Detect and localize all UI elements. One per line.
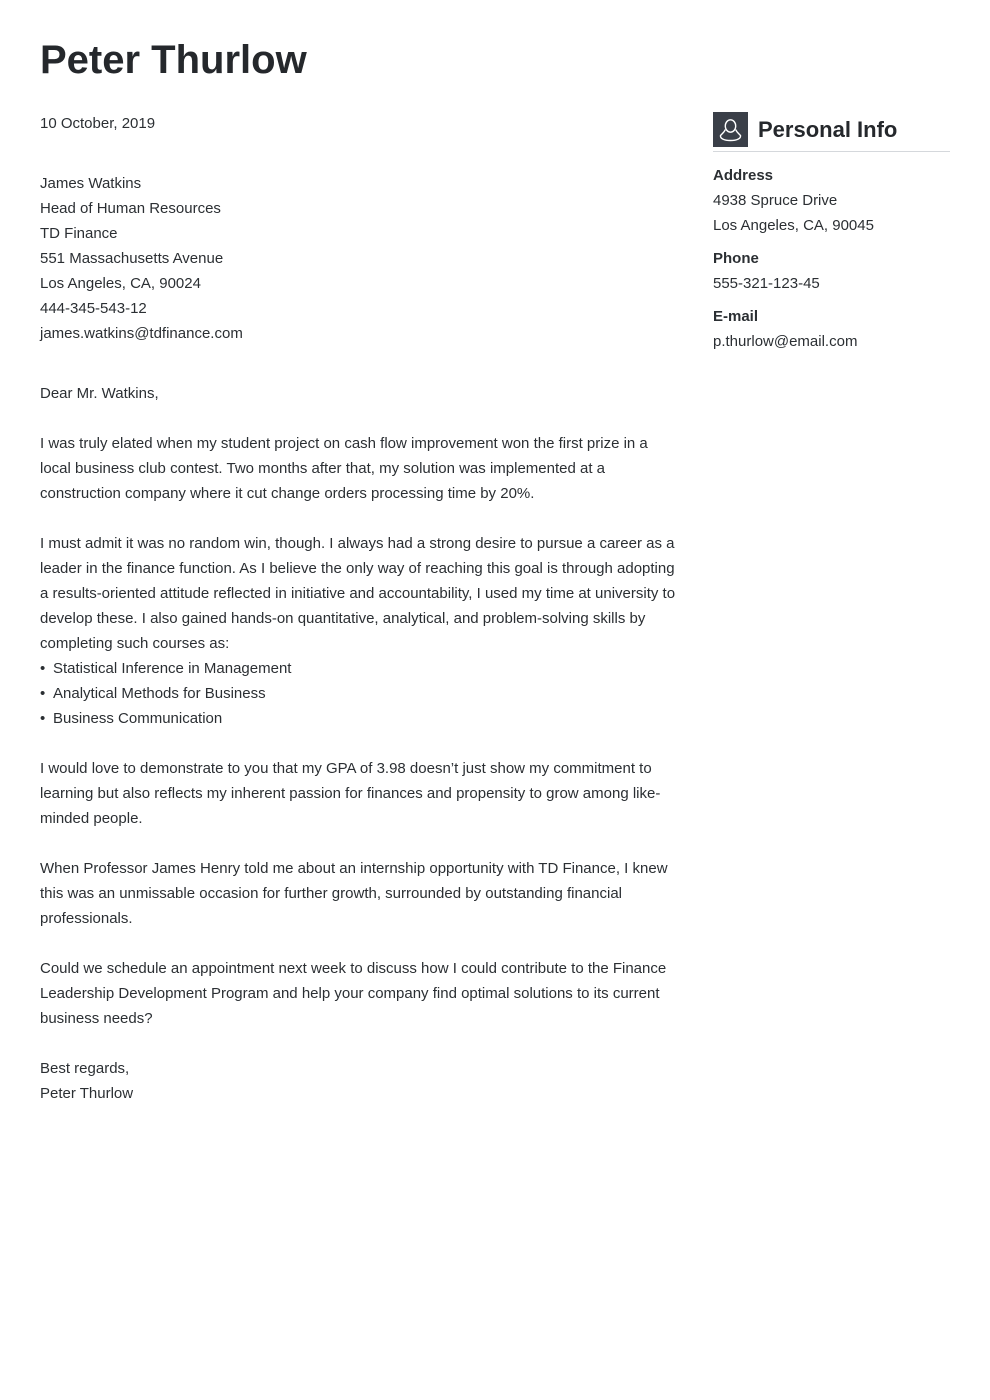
salutation: Dear Mr. Watkins,: [40, 385, 159, 402]
closing: Best regards,: [40, 1060, 130, 1077]
list-item: [40, 656, 680, 681]
course-item: Statistical Inference in Management: [53, 660, 292, 677]
address-line-1: 4938 Spruce Drive: [713, 192, 838, 209]
letter-date: 10 October, 2019: [40, 115, 156, 132]
recipient-phone: 444-345-543-12: [40, 300, 147, 317]
recipient-street: 551 Massachusetts Avenue: [40, 250, 224, 267]
recipient-email: james.watkins@tdfinance.com: [40, 325, 243, 342]
phone-group: [713, 246, 950, 296]
closing-block: [40, 1056, 680, 1106]
phone-label: Phone: [713, 250, 759, 267]
paragraph-5: Could we schedule an appointment next week to discuss how I could contribute to the Finance Leadership Development Program and help your company find optimal solutions to its current business needs?: [40, 960, 667, 1027]
email-label: E-mail: [713, 308, 759, 325]
address-group: [713, 163, 950, 238]
recipient-block: [40, 171, 680, 346]
sidebar-header: [713, 112, 950, 152]
paragraph-2: I must admit it was no random win, though. I always had a strong desire to pursue a career as a leader in the finance function. As I believe the only way of reaching this goal is through adopting a results-oriented attitude reflected in initiative and accountability, I used my time at university to develop these. I also gained hands-on quantitative, analytical, and problem-solving skills by completing such courses as:: [40, 535, 676, 652]
recipient-title: Head of Human Resources: [40, 200, 221, 217]
address-line-2: Los Angeles, CA, 90045: [713, 217, 874, 234]
email-value: p.thurlow@email.com: [713, 333, 858, 350]
bullet-icon: •: [40, 660, 46, 677]
bullet-icon: •: [40, 685, 46, 702]
phone-value: 555-321-123-45: [713, 275, 820, 292]
paragraph-1: I was truly elated when my student project on cash flow improvement won the first prize in a local business club contest. Two months after that, my solution was implemented at a construction company where it cut change orders processing time by 20%.: [40, 435, 648, 502]
course-list: [40, 656, 680, 731]
person-icon: [713, 112, 748, 147]
list-item: [40, 681, 680, 706]
sidebar-title: Personal Info: [758, 117, 898, 142]
signature: Peter Thurlow: [40, 1085, 134, 1102]
list-item: [40, 706, 680, 731]
course-item: Analytical Methods for Business: [53, 685, 266, 702]
letter-body: [40, 111, 680, 1106]
recipient-city: Los Angeles, CA, 90024: [40, 275, 201, 292]
applicant-name: Peter Thurlow: [40, 38, 307, 82]
paragraph-3: I would love to demonstrate to you that my GPA of 3.98 doesn’t just show my commitment to learning but also reflects my inherent passion for finances and propensity to grow among like-minded people.: [40, 760, 661, 827]
paragraph-4: When Professor James Henry told me about an internship opportunity with TD Finance, I knew this was an unmissable occasion for further growth, surrounded by outstanding financial professionals.: [40, 860, 668, 927]
personal-info-sidebar: [713, 112, 950, 362]
address-label: Address: [713, 167, 774, 184]
recipient-name: James Watkins: [40, 175, 142, 192]
recipient-company: TD Finance: [40, 225, 118, 242]
course-item: Business Communication: [53, 710, 223, 727]
email-group: [713, 304, 950, 354]
bullet-icon: •: [40, 710, 46, 727]
